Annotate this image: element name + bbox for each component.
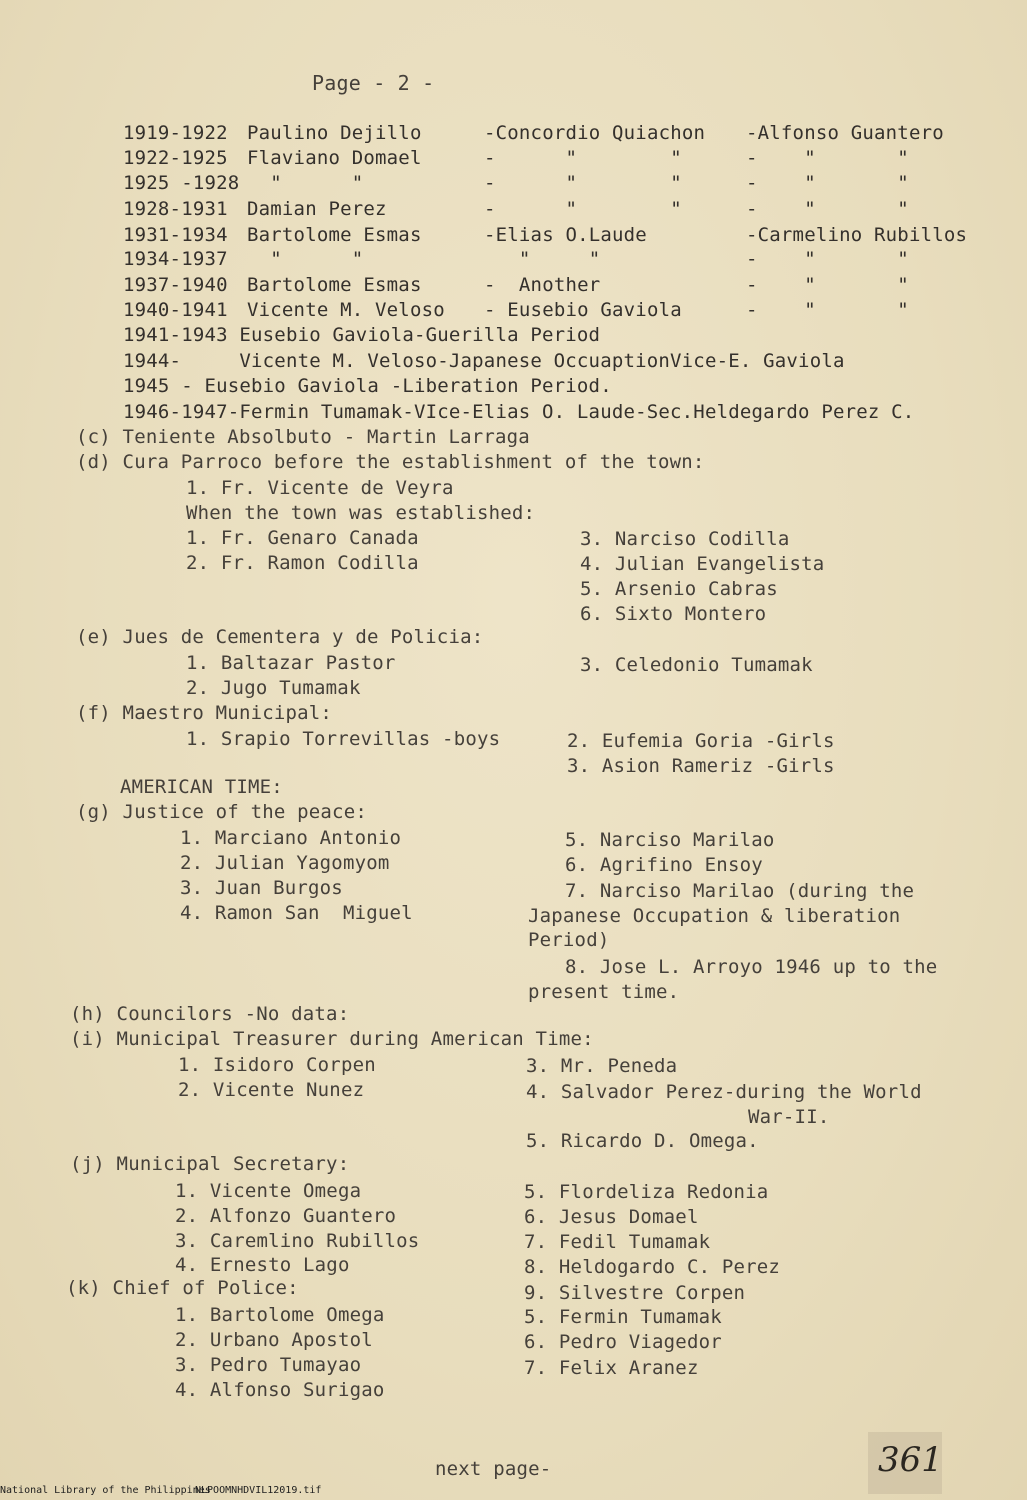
list-item: 7. Felix Aranez xyxy=(524,1357,699,1379)
archive-filename: NLPOOMNHDVIL12019.tif xyxy=(195,1485,322,1496)
officials-years: 1922-1925 xyxy=(123,147,228,169)
list-item: 6. Sixto Montero xyxy=(580,603,767,625)
officials-years: 1919-1922 xyxy=(123,122,228,144)
officials-mayor: Flaviano Domael xyxy=(247,147,422,169)
section-k-label: (k) Chief of Police: xyxy=(66,1277,299,1299)
period-line: 1946-1947-Fermin Tumamak-VIce-Elias O. Laude-Sec.Heldegardo Perez C. xyxy=(123,401,915,423)
list-item: 3. Celedonio Tumamak xyxy=(580,654,813,676)
list-item: 2. Fr. Ramon Codilla xyxy=(186,552,419,574)
list-item: 3. Caremlino Rubillos xyxy=(175,1230,420,1252)
section-i-label: (i) Municipal Treasurer during American Time: xyxy=(70,1028,594,1050)
officials-sec: -Alfonso Guantero xyxy=(746,122,944,144)
list-item: 5. Narciso Marilao xyxy=(565,829,775,851)
officials-vice: - " " xyxy=(484,172,682,194)
list-item: 4. Julian Evangelista xyxy=(580,553,825,575)
officials-sec: - " " xyxy=(746,299,909,321)
list-item: 1. Srapio Torrevillas -boys xyxy=(186,728,501,750)
list-item: 2. Eufemia Goria -Girls xyxy=(567,730,835,752)
officials-mayor: Vicente M. Veloso xyxy=(247,299,445,321)
officials-mayor: Bartolome Esmas xyxy=(247,274,422,296)
officials-sec: - " " xyxy=(746,248,909,270)
section-d-subhead: When the town was established: xyxy=(186,502,536,524)
officials-sec: - " " xyxy=(746,198,909,220)
officials-vice: - " " xyxy=(484,198,682,220)
list-item: 2. Alfonzo Guantero xyxy=(175,1205,397,1227)
officials-mayor: Paulino Dejillo xyxy=(247,122,422,144)
list-item: 2. Julian Yagomyom xyxy=(180,852,390,874)
list-item: 5. Flordeliza Redonia xyxy=(524,1181,769,1203)
list-item: 1. Vicente Omega xyxy=(175,1180,362,1202)
next-page-note: next page- xyxy=(435,1458,552,1480)
list-item-continuation: Japanese Occupation & liberation xyxy=(528,905,901,927)
officials-vice: - Another xyxy=(484,274,601,296)
period-line: 1941-1943 Eusebio Gaviola-Guerilla Period xyxy=(123,324,601,346)
list-item: 1. Marciano Antonio xyxy=(180,827,402,849)
list-item: 1. Isidoro Corpen xyxy=(178,1054,376,1076)
page-number: 361 xyxy=(878,1440,943,1480)
list-item: 8. Jose L. Arroyo 1946 up to the xyxy=(565,956,938,978)
list-item: 9. Silvestre Corpen xyxy=(524,1282,746,1304)
list-item: 3. Pedro Tumayao xyxy=(175,1354,362,1376)
section-d-label: (d) Cura Parroco before the establishment of the town: xyxy=(76,451,705,473)
officials-years: 1931-1934 xyxy=(123,224,228,246)
list-item: 6. Jesus Domael xyxy=(524,1206,699,1228)
list-item: 7. Fedil Tumamak xyxy=(524,1231,711,1253)
officials-vice: -Elias O.Laude xyxy=(484,224,647,246)
officials-sec: - " " xyxy=(746,274,909,296)
list-item: 1. Fr. Genaro Canada xyxy=(186,527,419,549)
officials-sec: -Carmelino Rubillos xyxy=(746,224,968,246)
list-item: 4. Salvador Perez-during the World xyxy=(526,1081,922,1103)
officials-mayor: Bartolome Esmas xyxy=(247,224,422,246)
officials-vice: - Eusebio Gaviola xyxy=(484,299,682,321)
officials-vice: -Concordio Quiachon xyxy=(484,122,706,144)
list-item: 3. Juan Burgos xyxy=(180,877,343,899)
list-item: 4. Ernesto Lago xyxy=(175,1254,350,1276)
period-line: 1945 - Eusebio Gaviola -Liberation Period. xyxy=(123,375,612,397)
officials-years: 1925 -1928 xyxy=(123,172,240,194)
period-line: 1944- Vicente M. Veloso-Japanese OccuaptionVice-E. Gaviola xyxy=(123,350,845,372)
officials-years: 1928-1931 xyxy=(123,198,228,220)
section-e-label: (e) Jues de Cementera y de Policia: xyxy=(76,626,484,648)
list-item: 6. Agrifino Ensoy xyxy=(565,854,763,876)
list-item: 3. Narciso Codilla xyxy=(580,528,790,550)
list-item-continuation: present time. xyxy=(528,981,680,1003)
list-item: 1. Fr. Vicente de Veyra xyxy=(186,477,454,499)
officials-vice: " " xyxy=(484,248,601,270)
officials-mayor: " " xyxy=(247,248,364,270)
list-item-continuation: Period) xyxy=(528,929,610,951)
list-item: 1. Bartolome Omega xyxy=(175,1304,385,1326)
list-item: 2. Vicente Nunez xyxy=(178,1079,365,1101)
officials-mayor: Damian Perez xyxy=(247,198,387,220)
officials-sec: - " " xyxy=(746,172,909,194)
list-item: 4. Ramon San Miguel xyxy=(180,902,413,924)
section-f-label: (f) Maestro Municipal: xyxy=(76,702,333,724)
list-item: 5. Arsenio Cabras xyxy=(580,578,778,600)
list-item: 2. Urbano Apostol xyxy=(175,1329,373,1351)
officials-years: 1940-1941 xyxy=(123,299,228,321)
list-item: 3. Asion Rameriz -Girls xyxy=(567,755,835,777)
officials-years: 1934-1937 xyxy=(123,248,228,270)
list-item: 2. Jugo Tumamak xyxy=(186,677,361,699)
list-item: 7. Narciso Marilao (during the xyxy=(565,880,915,902)
list-item: 4. Alfonso Surigao xyxy=(175,1379,385,1401)
officials-years: 1937-1940 xyxy=(123,274,228,296)
page-header: Page - 2 - xyxy=(312,71,435,95)
list-item-continuation: War-II. xyxy=(748,1106,830,1128)
list-item: 5. Fermin Tumamak xyxy=(524,1306,722,1328)
american-time-heading: AMERICAN TIME: xyxy=(120,776,283,798)
section-g-label: (g) Justice of the peace: xyxy=(76,801,367,823)
officials-mayor: " " xyxy=(247,172,364,194)
list-item: 6. Pedro Viagedor xyxy=(524,1331,722,1353)
list-item: 5. Ricardo D. Omega. xyxy=(526,1130,759,1152)
list-item: 1. Baltazar Pastor xyxy=(186,652,396,674)
officials-sec: - " " xyxy=(746,147,909,169)
section-h-label: (h) Councilors -No data: xyxy=(70,1003,350,1025)
list-item: 8. Heldogardo C. Perez xyxy=(524,1256,781,1278)
section-c-label: (c) Teniente Absolbuto - Martin Larraga xyxy=(76,426,530,448)
archive-credit: National Library of the Philippines xyxy=(0,1485,211,1496)
section-j-label: (j) Municipal Secretary: xyxy=(70,1153,350,1175)
list-item: 3. Mr. Peneda xyxy=(526,1055,678,1077)
officials-vice: - " " xyxy=(484,147,682,169)
